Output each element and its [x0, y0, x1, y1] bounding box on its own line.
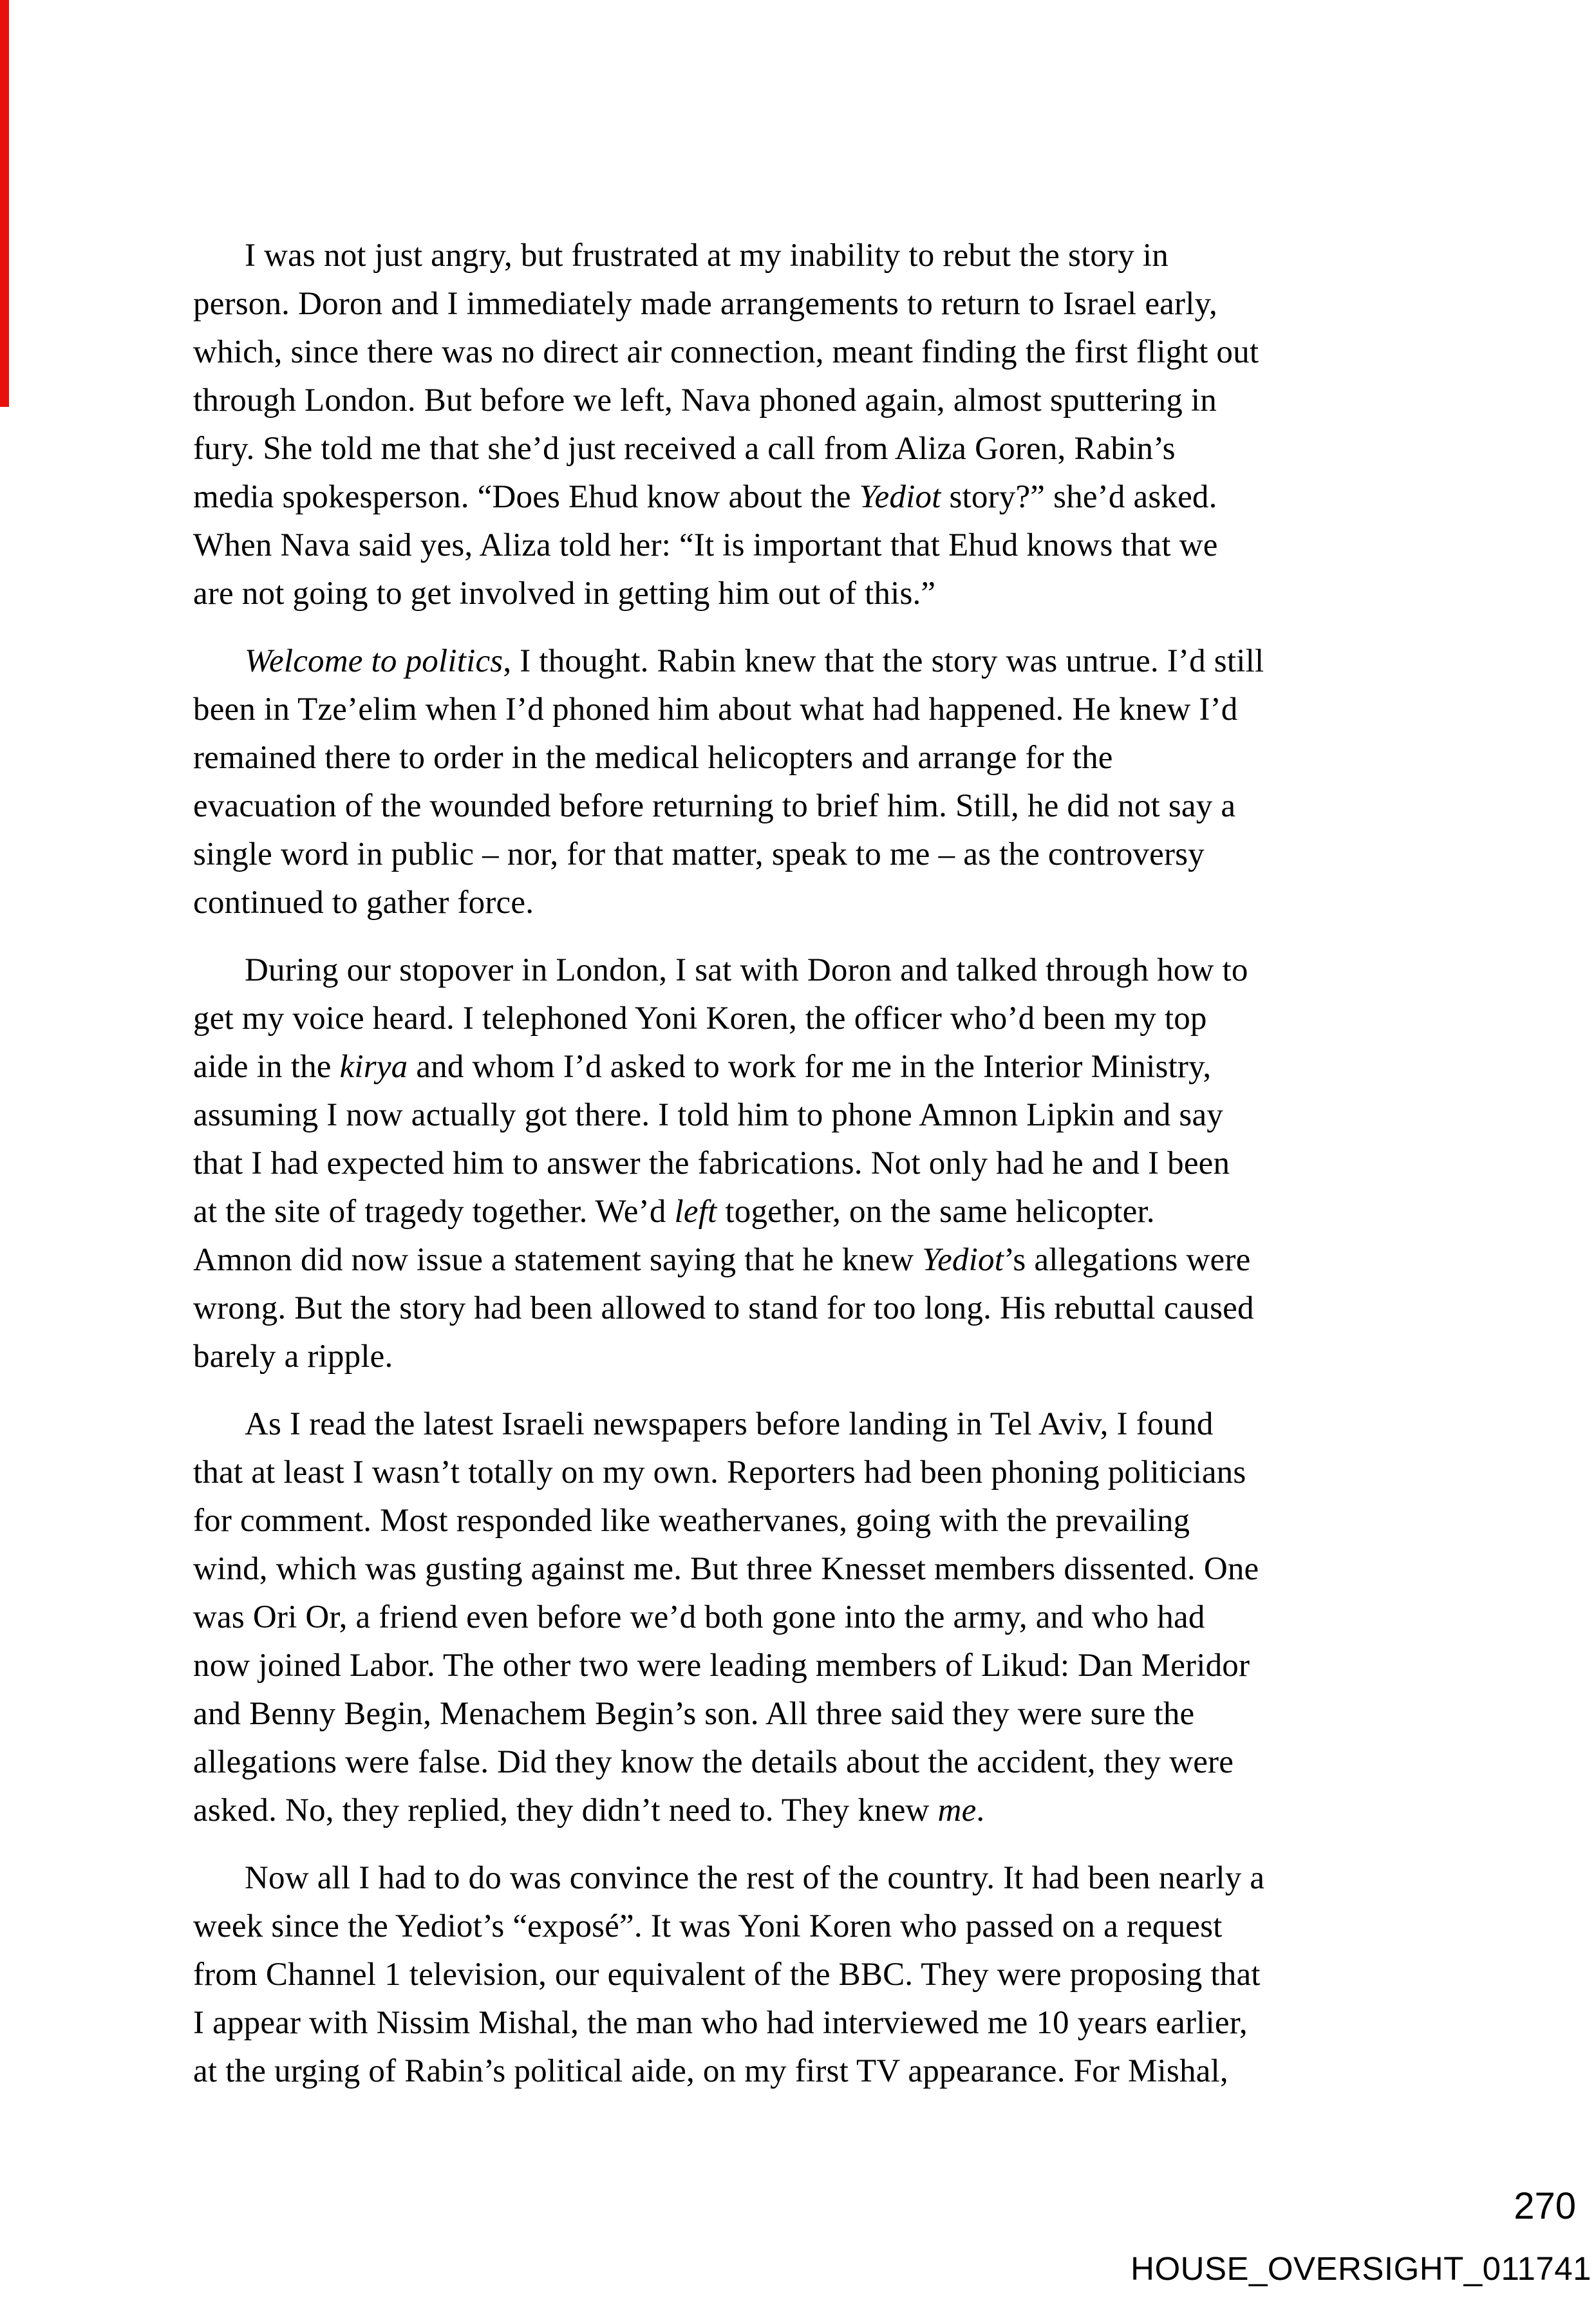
text-line: continued to gather force.	[193, 885, 534, 921]
text-line: As I read the latest Israeli newspapers before landing in Tel Aviv, I found	[245, 1406, 1214, 1442]
text-line: wrong. But the story had been allowed to stand for too long. His rebuttal caused	[193, 1290, 1254, 1326]
text-line: allegations were false. Did they know the details about the accident, they were	[193, 1744, 1234, 1780]
text-line: through London. But before we left, Nava phoned again, almost sputtering in	[193, 382, 1217, 418]
text-line: wind, which was gusting against me. But three Knesset members dissented. One	[193, 1551, 1259, 1587]
text-line: fury. She told me that she’d just received a call from Aliza Goren, Rabin’s	[193, 431, 1176, 467]
text-line: barely a ripple.	[193, 1339, 393, 1375]
bates-stamp: HOUSE_OVERSIGHT_011741	[1131, 2250, 1591, 2287]
text-line: and Benny Begin, Menachem Begin’s son. All three said they were sure the	[193, 1696, 1195, 1732]
text-line: at the urging of Rabin’s political aide, on my first TV appearance. For Mishal,	[193, 2053, 1228, 2089]
text-line: single word in public – nor, for that matter, speak to me – as the controversy	[193, 836, 1205, 872]
text-line: at the site of tragedy together. We’d left together, on the same helicopter.	[193, 1194, 1155, 1230]
text-line: asked. No, they replied, they didn’t need to. They knew me.	[193, 1792, 985, 1828]
paragraph	[193, 637, 1468, 927]
text-line: from Channel 1 television, our equivalent of the BBC. They were proposing that	[193, 1957, 1261, 1993]
text-line: Welcome to politics, I thought. Rabin knew that the story was untrue. I’d still	[245, 643, 1264, 679]
paragraph	[193, 232, 1468, 618]
page-number: 270	[1514, 2185, 1576, 2227]
text-line: week since the Yediot’s “exposé”. It was Yoni Koren who passed on a request	[193, 1908, 1223, 1944]
text-line: I appear with Nissim Mishal, the man who had interviewed me 10 years earlier,	[193, 2005, 1248, 2041]
text-line: for comment. Most responded like weathervanes, going with the prevailing	[193, 1503, 1190, 1539]
text-line: Now all I had to do was convince the rest of the country. It had been nearly a	[245, 1860, 1265, 1896]
text-line: When Nava said yes, Aliza told her: “It is important that Ehud knows that we	[193, 527, 1218, 563]
text-line: I was not just angry, but frustrated at my inability to rebut the story in	[245, 238, 1169, 274]
text-line: was Ori Or, a friend even before we’d both gone into the army, and who had	[193, 1599, 1205, 1635]
paragraph	[193, 946, 1468, 1381]
text-line: now joined Labor. The other two were leading members of Likud: Dan Meridor	[193, 1648, 1250, 1684]
text-line: which, since there was no direct air connection, meant finding the first flight out	[193, 334, 1259, 370]
page-text	[193, 232, 1468, 2096]
text-line: are not going to get involved in getting him out of this.”	[193, 576, 936, 612]
text-line: media spokesperson. “Does Ehud know about the Yediot story?” she’d asked.	[193, 479, 1217, 515]
text-line: evacuation of the wounded before returning to brief him. Still, he did not say a	[193, 788, 1236, 824]
text-line: During our stopover in London, I sat with Doron and talked through how to	[245, 952, 1248, 988]
text-line: been in Tze’elim when I’d phoned him about what had happened. He knew I’d	[193, 691, 1238, 728]
text-line: get my voice heard. I telephoned Yoni Koren, the officer who’d been my top	[193, 1001, 1207, 1037]
text-line: Amnon did now issue a statement saying that he knew Yediot’s allegations were	[193, 1242, 1251, 1278]
text-line: aide in the kirya and whom I’d asked to work for me in the Interior Ministry,	[193, 1049, 1212, 1085]
text-line: remained there to order in the medical helicopters and arrange for the	[193, 740, 1113, 776]
text-line: that I had expected him to answer the fabrications. Not only had he and I been	[193, 1145, 1230, 1181]
text-line: person. Doron and I immediately made arrangements to return to Israel early,	[193, 286, 1217, 322]
paragraph	[193, 1400, 1468, 1835]
paragraph	[193, 1854, 1468, 2096]
red-edge-marker	[0, 0, 9, 407]
text-line: assuming I now actually got there. I told him to phone Amnon Lipkin and say	[193, 1097, 1224, 1133]
text-line: that at least I wasn’t totally on my own. Reporters had been phoning politicians	[193, 1454, 1246, 1490]
